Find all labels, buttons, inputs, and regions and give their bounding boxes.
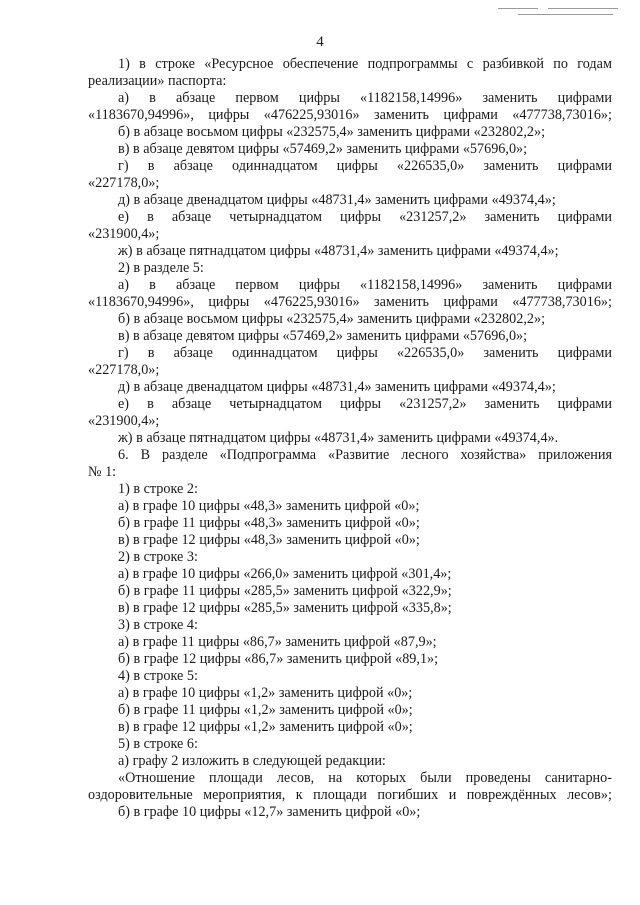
word: заменить <box>482 90 538 106</box>
word: погибших <box>377 787 439 803</box>
word: проведены <box>465 770 531 786</box>
word: четырнадцатом <box>229 209 322 225</box>
word: мероприятия, <box>203 787 286 803</box>
word: приложения <box>538 447 612 463</box>
word: абзаце <box>171 209 212 225</box>
text-line: реализации» паспорта: <box>88 73 227 89</box>
text-line: б) в графе 11 цифры «48,3» заменить цифрой «0»; <box>118 515 420 531</box>
text-line <box>88 90 612 107</box>
word: е) <box>118 209 130 225</box>
text-line: б) в графе 10 цифры «12,7» заменить цифрой «0»; <box>118 804 421 820</box>
page-number: 4 <box>316 34 324 50</box>
word: одиннадцатом <box>232 158 318 174</box>
word: цифрами <box>557 277 612 293</box>
word: в <box>147 209 154 225</box>
word: обеспечение <box>282 56 359 72</box>
word: «Развитие <box>328 447 390 463</box>
text-line <box>88 447 612 464</box>
word: первом <box>235 90 279 106</box>
word: разделе <box>162 447 208 463</box>
word: на <box>328 770 343 786</box>
word: цифры <box>336 158 378 174</box>
word: к <box>295 787 303 803</box>
text-line <box>88 396 612 413</box>
word: абзаце <box>171 396 212 412</box>
word: с <box>466 56 474 72</box>
word: цифрами <box>557 209 612 225</box>
word: по <box>553 56 568 72</box>
text-line: а) в графе 10 цифры «1,2» заменить цифрой «0»; <box>118 685 413 701</box>
word: цифры <box>208 294 250 310</box>
word: цифрами <box>557 158 612 174</box>
text-line: 5) в строке 6: <box>118 736 198 752</box>
text-line: 1) в строке 2: <box>118 481 198 497</box>
word: заменить <box>484 396 540 412</box>
word: в <box>147 345 155 361</box>
word: повреждённых <box>466 787 557 803</box>
word: подпрограммы <box>367 56 458 72</box>
text-line: б) в графе 11 цифры «1,2» заменить цифрой «0»; <box>118 702 413 718</box>
text-line: в) в графе 12 цифры «48,3» заменить цифрой «0»; <box>118 532 420 548</box>
word: первом <box>235 277 279 293</box>
word: в <box>147 158 155 174</box>
text-line: б) в графе 11 цифры «285,5» заменить цифрой «322,9»; <box>118 583 452 599</box>
word: абзаце <box>175 90 216 106</box>
word: заменить <box>484 209 540 225</box>
word: площади <box>208 770 263 786</box>
word: «1182158,14996» <box>360 90 463 106</box>
text-line: № 1: <box>88 464 117 480</box>
word: заменить <box>483 345 539 361</box>
word: оздоровительные <box>88 787 193 803</box>
text-line <box>88 277 612 294</box>
word: площади <box>313 787 367 803</box>
text-line <box>88 158 612 175</box>
text-line: «231900,4»; <box>88 226 160 242</box>
word: г) <box>118 158 129 174</box>
word: цифры <box>336 345 378 361</box>
word: «477738,73016»; <box>512 294 612 310</box>
word: лесного <box>401 447 449 463</box>
word: «226535,0» <box>396 345 465 361</box>
text-line <box>88 209 612 226</box>
word: лесов, <box>276 770 315 786</box>
word: абзаце <box>173 345 213 361</box>
word: «1182158,14996» <box>360 277 463 293</box>
word: 6. <box>118 447 129 463</box>
text-line: а) в графе 10 цифры «48,3» заменить цифрой «0»; <box>118 498 420 514</box>
word: в <box>139 56 146 72</box>
text-line: «231900,4»; <box>88 413 160 429</box>
word: были <box>420 770 452 786</box>
word: абзаце <box>173 158 213 174</box>
text-line <box>88 107 612 124</box>
word: «476225,93016» <box>263 294 360 310</box>
word: В <box>140 447 151 463</box>
word: строке <box>155 56 195 72</box>
text-line <box>88 345 612 362</box>
word: заменить <box>373 107 430 123</box>
word: годам <box>577 56 612 72</box>
word: г) <box>118 345 129 361</box>
word: а) <box>118 90 130 106</box>
word: заменить <box>373 294 430 310</box>
word: «Подпрограмма <box>219 447 317 463</box>
document-body <box>88 56 612 821</box>
word: «476225,93016» <box>263 107 360 123</box>
word: цифрами <box>443 294 498 310</box>
word: заменить <box>482 277 538 293</box>
word: в <box>149 277 156 293</box>
text-line: в) в абзаце девятом цифры «57469,2» заменить цифрами «57696,0»; <box>118 328 528 344</box>
word: «226535,0» <box>396 158 465 174</box>
word: четырнадцатом <box>229 396 322 412</box>
word: цифры <box>208 107 250 123</box>
word: абзаце <box>175 277 216 293</box>
text-line: 2) в разделе 5: <box>118 260 204 276</box>
word: которых <box>356 770 407 786</box>
text-line: а) в графе 11 цифры «86,7» заменить цифрой «87,9»; <box>118 634 437 650</box>
text-line: «227178,0»; <box>88 175 160 191</box>
word: а) <box>118 277 130 293</box>
word: «Отношение <box>118 770 195 786</box>
text-line <box>88 770 612 787</box>
word: цифрами <box>443 107 498 123</box>
text-line: «227178,0»; <box>88 362 160 378</box>
word: цифрами <box>557 90 612 106</box>
text-line <box>88 294 612 311</box>
scan-marks <box>498 8 618 16</box>
word: санитарно- <box>544 770 612 786</box>
word: е) <box>118 396 130 412</box>
word: «Ресурсное <box>204 56 274 72</box>
word: цифры <box>298 90 340 106</box>
text-line: 3) в строке 4: <box>118 617 198 633</box>
word: «477738,73016»; <box>512 107 612 123</box>
text-line: 4) в строке 5: <box>118 668 198 684</box>
text-line: б) в абзаце восьмом цифры «232575,4» заменить цифрами «232802,2»; <box>118 311 546 327</box>
word: цифрами <box>557 345 612 361</box>
word: цифры <box>340 209 382 225</box>
text-line: а) в графе 10 цифры «266,0» заменить цифрой «301,4»; <box>118 566 452 582</box>
text-line: д) в абзаце двенадцатом цифры «48731,4» заменить цифрами «49374,4»; <box>118 379 556 395</box>
word: одиннадцатом <box>232 345 318 361</box>
word: в <box>147 396 154 412</box>
word: «1183670,94996», <box>88 294 194 310</box>
text-line: б) в абзаце восьмом цифры «232575,4» заменить цифрами «232802,2»; <box>118 124 546 140</box>
word: цифрами <box>557 396 612 412</box>
text-line: 2) в строке 3: <box>118 549 198 565</box>
text-line: ж) в абзаце пятнадцатом цифры «48731,4» заменить цифрами «49374,4»; <box>118 243 559 259</box>
word: «231257,2» <box>399 396 467 412</box>
text-line: в) в графе 12 цифры «1,2» заменить цифрой «0»; <box>118 719 413 735</box>
word: в <box>149 90 156 106</box>
text-line: ж) в абзаце пятнадцатом цифры «48731,4» заменить цифрами «49374,4». <box>118 430 559 446</box>
text-line: д) в абзаце двенадцатом цифры «48731,4» заменить цифрами «49374,4»; <box>118 192 556 208</box>
text-line <box>88 56 612 73</box>
word: хозяйства» <box>460 447 527 463</box>
word: заменить <box>483 158 539 174</box>
text-line <box>88 787 612 804</box>
word: «1183670,94996», <box>88 107 194 123</box>
word: лесов»; <box>567 787 612 803</box>
text-line: а) графу 2 изложить в следующей редакции: <box>118 753 386 769</box>
word: и <box>448 787 457 803</box>
text-line: в) в абзаце девятом цифры «57469,2» заменить цифрами «57696,0»; <box>118 141 528 157</box>
text-line: в) в графе 12 цифры «285,5» заменить цифрой «335,8»; <box>118 600 452 616</box>
text-line: б) в графе 12 цифры «86,7» заменить цифрой «89,1»; <box>118 651 439 667</box>
word: цифры <box>298 277 340 293</box>
word: разбивкой <box>482 56 544 72</box>
word: цифры <box>340 396 382 412</box>
word: «231257,2» <box>399 209 467 225</box>
word: 1) <box>118 56 130 72</box>
